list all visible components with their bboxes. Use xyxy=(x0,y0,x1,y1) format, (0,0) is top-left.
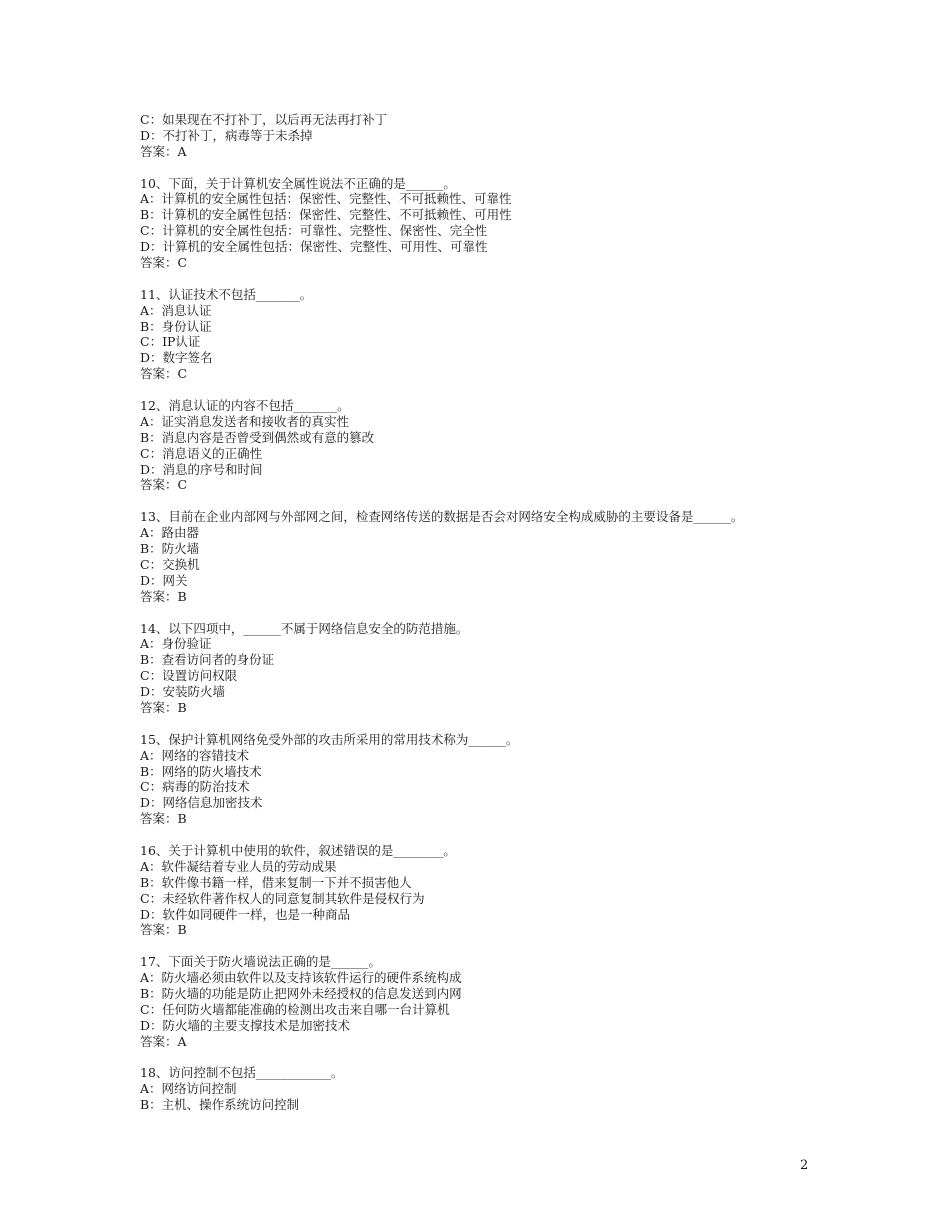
question-text: 17、下面关于防火墙说法正确的是______。 xyxy=(140,954,381,970)
question-text: 14、以下四项中，______不属于网络信息安全的防范措施。 xyxy=(140,620,469,636)
answer-line: 答案：A xyxy=(140,1033,187,1049)
option-a: A：防火墙必须由软件以及支持该软件运行的硬件系统构成 xyxy=(140,970,462,986)
option-a: A：证实消息发送者和接收者的真实性 xyxy=(140,413,350,429)
answer-line: 答案：A xyxy=(140,143,187,159)
option-d: D：软件如同硬件一样，也是一种商品 xyxy=(140,906,351,922)
option-a: A：网络访问控制 xyxy=(140,1081,237,1097)
option-c: C：如果现在不打补丁，以后再无法再打补丁 xyxy=(140,112,388,127)
option-a: A：计算机的安全属性包括：保密性、完整性、不可抵赖性、可靠性 xyxy=(140,191,512,207)
answer-line: 答案：B xyxy=(140,588,187,604)
blank-line xyxy=(140,382,860,398)
option-b: B：消息内容是否曾受到偶然或有意的篡改 xyxy=(140,429,375,445)
answer-line: 答案：B xyxy=(140,699,187,715)
option-d: D：数字签名 xyxy=(140,350,213,366)
option-a: A：网络的容错技术 xyxy=(140,747,250,763)
question-text: 10、下面，关于计算机安全属性说法不正确的是______。 xyxy=(140,175,456,191)
option-d: D：不打补丁，病毒等于未杀掉 xyxy=(140,127,313,143)
option-c: C：交换机 xyxy=(140,556,200,572)
blank-line xyxy=(140,160,860,176)
option-d: D：计算机的安全属性包括：保密性、完整性、可用性、可靠性 xyxy=(140,239,488,255)
option-c: C：未经软件著作权人的同意复制其软件是侵权行为 xyxy=(140,890,425,906)
answer-line: 答案：C xyxy=(140,366,188,382)
answer-line: 答案：B xyxy=(140,922,187,938)
question-text: 18、访问控制不包括____________。 xyxy=(140,1065,344,1081)
question-text: 15、保护计算机网络免受外部的攻击所采用的常用技术称为______。 xyxy=(140,731,519,747)
blank-line xyxy=(140,938,860,954)
option-b: B：查看访问者的身份证 xyxy=(140,652,275,668)
option-b: B：网络的防火墙技术 xyxy=(140,763,262,779)
option-b: B：软件像书籍一样，借来复制一下并不损害他人 xyxy=(140,874,412,890)
page-content xyxy=(140,112,860,1113)
blank-line xyxy=(140,271,860,287)
option-d: D：网络信息加密技术 xyxy=(140,795,263,811)
blank-line xyxy=(140,716,860,732)
option-a: A：消息认证 xyxy=(140,302,212,318)
option-a: A：软件凝结着专业人员的劳动成果 xyxy=(140,858,337,874)
option-c: C：设置访问权限 xyxy=(140,668,238,684)
option-d: D：网关 xyxy=(140,572,188,588)
option-c: C：IP认证 xyxy=(140,334,201,350)
option-b: B：身份认证 xyxy=(140,318,212,334)
option-d: D：防火墙的主要支撑技术是加密技术 xyxy=(140,1017,351,1033)
option-d: D：消息的序号和时间 xyxy=(140,461,263,477)
question-text: 12、消息认证的内容不包括_______。 xyxy=(140,398,350,414)
blank-line xyxy=(140,1050,860,1066)
page-number: 2 xyxy=(800,1158,809,1173)
question-text: 16、关于计算机中使用的软件，叙述错误的是________。 xyxy=(140,842,456,858)
option-b: B：防火墙 xyxy=(140,541,200,557)
option-d: D：安装防火墙 xyxy=(140,684,226,700)
option-b: B：防火墙的功能是防止把网外未经授权的信息发送到内网 xyxy=(140,985,462,1001)
option-c: C：消息语义的正确性 xyxy=(140,445,263,461)
answer-line: 答案：C xyxy=(140,255,188,271)
option-b: B：主机、操作系统访问控制 xyxy=(140,1097,300,1113)
blank-line xyxy=(140,605,860,621)
option-c: C：病毒的防治技术 xyxy=(140,779,250,795)
blank-line xyxy=(140,827,860,843)
question-text: 11、认证技术不包括_______。 xyxy=(140,286,313,302)
option-a: A：路由器 xyxy=(140,525,200,541)
option-b: B：计算机的安全属性包括：保密性、完整性、不可抵赖性、可用性 xyxy=(140,207,512,223)
question-text: 13、目前在企业内部网与外部网之间，检查网络传送的数据是否会对网络安全构成威胁的主要设备是______。 xyxy=(140,509,744,525)
blank-line xyxy=(140,493,860,509)
answer-line: 答案：C xyxy=(140,477,188,493)
answer-line: 答案：B xyxy=(140,811,187,827)
option-c: C：任何防火墙都能准确的检测出攻击来自哪一台计算机 xyxy=(140,1001,450,1017)
option-a: A：身份验证 xyxy=(140,636,212,652)
option-c: C：计算机的安全属性包括：可靠性、完整性、保密性、完全性 xyxy=(140,223,488,239)
